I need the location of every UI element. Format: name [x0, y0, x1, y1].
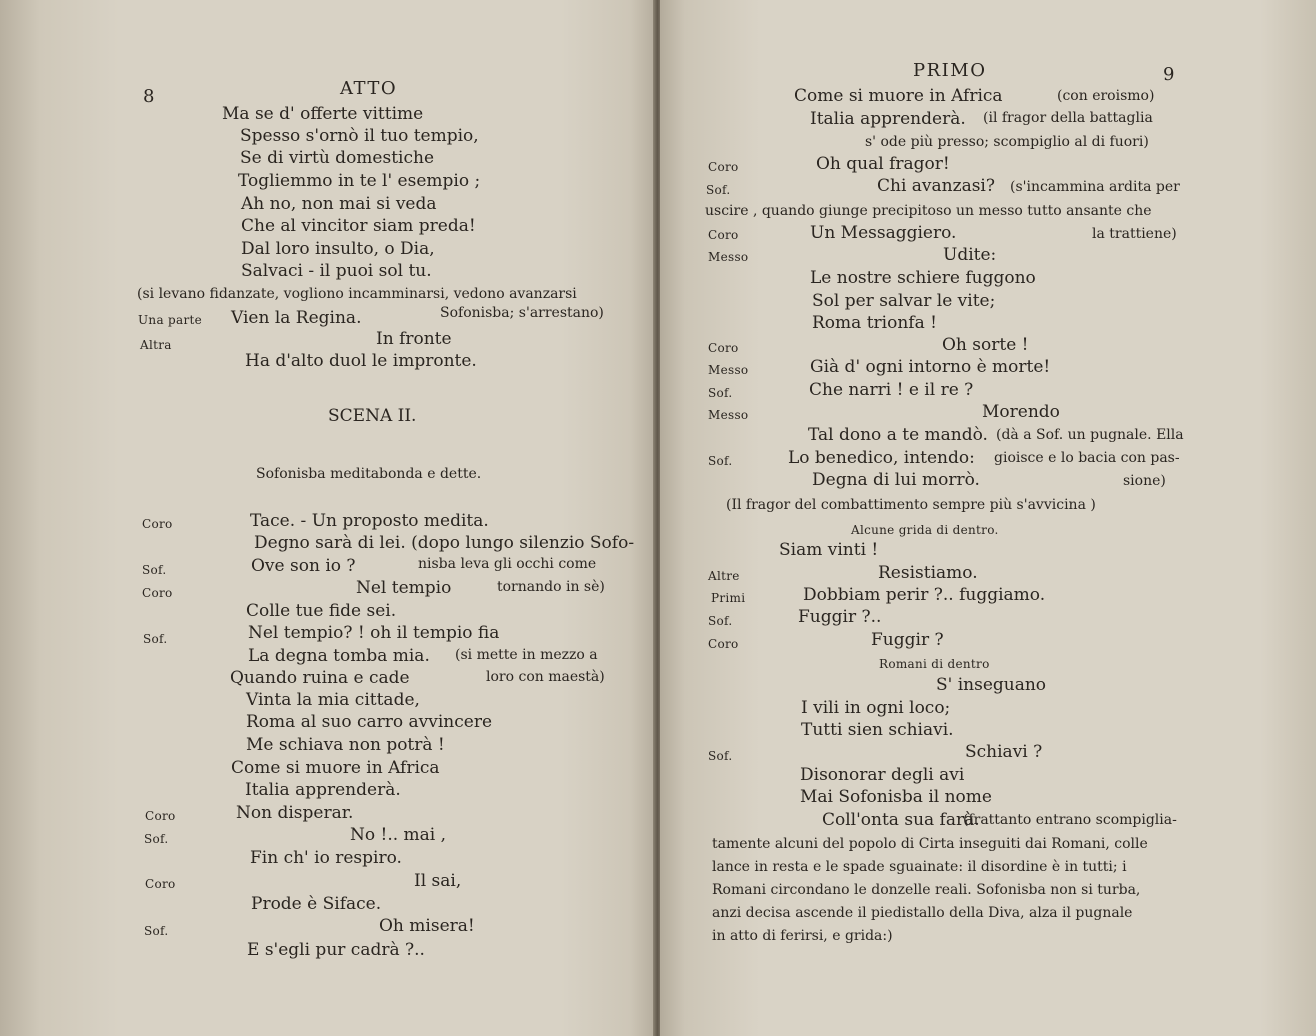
- speaker-label: Sof.: [708, 454, 733, 468]
- speaker-label: Primi: [711, 591, 746, 605]
- verse-line: Chi avanzasi?: [877, 176, 995, 196]
- stage-direction: Sofonisba; s'arrestano): [440, 305, 604, 321]
- verse-line: Già d' ogni intorno è morte!: [810, 357, 1051, 377]
- stage-direction: (il fragor della battaglia: [983, 110, 1153, 126]
- speaker-label: Coro: [142, 586, 173, 600]
- speaker-label: Sof.: [144, 832, 169, 846]
- page-number: 8: [143, 86, 155, 107]
- verse-line: Oh qual fragor!: [816, 154, 950, 174]
- verse-line: Morendo: [982, 402, 1060, 422]
- verse-line: Oh misera!: [379, 916, 475, 936]
- verse-line: Salvaci - il puoi sol tu.: [241, 261, 432, 281]
- verse-line: Roma trionfa !: [812, 313, 937, 333]
- stage-direction: la trattiene): [1092, 226, 1177, 242]
- speaker-label: Sof.: [143, 632, 168, 646]
- verse-line: Che al vincitor siam preda!: [241, 216, 476, 236]
- speaker-label: Una parte: [138, 313, 203, 327]
- left-page: [0, 0, 655, 1036]
- verse-line: I vili in ogni loco;: [801, 698, 951, 718]
- verse-line: E s'egli pur cadrà ?..: [247, 940, 425, 960]
- stage-direction: Alcune grida di dentro.: [851, 523, 999, 537]
- verse-line: Tutti sien schiavi.: [801, 720, 954, 740]
- stage-direction: gioisce e lo bacia con pas-: [994, 450, 1180, 466]
- stage-direction: (si mette in mezzo a: [455, 647, 598, 663]
- speaker-label: Sof.: [708, 614, 733, 628]
- verse-line: Vinta la mia cittade,: [246, 690, 420, 710]
- verse-line: Non disperar.: [236, 803, 354, 823]
- verse-line: Fuggir ?..: [798, 607, 882, 627]
- speaker-label: Altra: [140, 338, 172, 352]
- stage-direction: (Il fragor del combattimento sempre più s'avvicina ): [726, 497, 1096, 513]
- speaker-label: Coro: [708, 228, 739, 242]
- speaker-label: Messo: [708, 363, 749, 377]
- stage-direction: anzi decisa ascende il piedistallo della Diva, alza il pugnale: [712, 905, 1133, 921]
- verse-line: Che narri ! e il re ?: [809, 380, 974, 400]
- verse-line: Nel tempio: [356, 578, 452, 598]
- stage-direction: loro con maestà): [486, 669, 605, 685]
- speaker-label: Sof.: [708, 749, 733, 763]
- verse-line: Colle tue fide sei.: [246, 601, 397, 621]
- verse-line: Schiavi ?: [965, 742, 1043, 762]
- verse-line: Fin ch' io respiro.: [250, 848, 402, 868]
- verse-line: Quando ruina e cade: [230, 668, 410, 688]
- verse-line: Ah no, non mai si veda: [241, 194, 437, 214]
- verse-line: Ha d'alto duol le impronte.: [245, 351, 477, 371]
- verse-line: Il sai,: [414, 871, 462, 891]
- verse-line: S' inseguano: [936, 675, 1047, 695]
- verse-line: Dobbiam perir ?.. fuggiamo.: [803, 585, 1046, 605]
- speaker-label: Messo: [708, 250, 749, 264]
- verse-line: Italia apprenderà.: [810, 109, 966, 129]
- speaker-label: Altre: [708, 569, 740, 583]
- verse-line: Come si muore in Africa: [231, 758, 440, 778]
- verse-line: Come si muore in Africa: [794, 86, 1003, 106]
- verse-line: La degna tomba mia.: [248, 646, 430, 666]
- verse-line: In fronte: [376, 329, 452, 349]
- stage-direction: nisba leva gli occhi come: [418, 556, 597, 572]
- verse-line: Me schiava non potrà !: [246, 735, 445, 755]
- verse-line: Nel tempio? ! oh il tempio fia: [248, 623, 500, 643]
- stage-direction: (s'incammina ardita per: [1010, 179, 1180, 195]
- verse-line: Se di virtù domestiche: [240, 148, 435, 168]
- stage-direction: Sofonisba meditabonda e dette.: [256, 466, 482, 482]
- stage-direction: (si levano fidanzate, vogliono incamminarsi, vedono avanzarsi: [137, 286, 577, 302]
- page-number: 9: [1163, 64, 1175, 85]
- verse-line: Degna di lui morrò.: [812, 470, 980, 490]
- speaker-label: Messo: [708, 408, 749, 422]
- speaker-label: Sof.: [706, 183, 731, 197]
- stage-direction: s' ode più presso; scompiglio al di fuori): [865, 134, 1149, 150]
- speaker-label: Coro: [708, 160, 739, 174]
- verse-line: Togliemmo in te l' esempio ;: [238, 171, 481, 191]
- verse-line: Roma al suo carro avvincere: [246, 712, 493, 732]
- verse-line: Sol per salvar le vite;: [812, 291, 996, 311]
- verse-line: Degno sarà di lei. (dopo lungo silenzio Sofo-: [254, 533, 635, 553]
- right-page: [660, 0, 1316, 1036]
- verse-line: Dal loro insulto, o Dia,: [241, 239, 435, 259]
- speaker-label: Coro: [708, 341, 739, 355]
- speaker-label: Coro: [708, 637, 739, 651]
- verse-line: Un Messaggiero.: [810, 223, 957, 243]
- verse-line: Tal dono a te mandò.: [808, 425, 988, 445]
- verse-line: Ove son io ?: [251, 556, 356, 576]
- stage-direction: tamente alcuni del popolo di Cirta inseguiti dai Romani, colle: [712, 836, 1148, 852]
- verse-line: Disonorar degli avi: [800, 765, 965, 785]
- stage-direction: in atto di ferirsi, e grida:): [712, 928, 893, 944]
- stage-direction: uscire , quando giunge precipitoso un messo tutto ansante che: [705, 203, 1152, 219]
- speaker-label: Sof.: [142, 563, 167, 577]
- verse-line: Italia apprenderà.: [245, 780, 401, 800]
- verse-line: Le nostre schiere fuggono: [810, 268, 1036, 288]
- stage-direction: lance in resta e le spade sguainate: il disordine è in tutti; i: [712, 859, 1127, 875]
- verse-line: Lo benedico, intendo:: [788, 448, 975, 468]
- verse-line: Spesso s'ornò il tuo tempio,: [240, 126, 479, 146]
- running-header: ATTO: [340, 78, 398, 99]
- verse-line: Coll'onta sua farà.: [822, 810, 980, 830]
- verse-line: Vien la Regina.: [231, 308, 362, 328]
- speaker-label: Sof.: [708, 386, 733, 400]
- verse-line: Oh sorte !: [942, 335, 1029, 355]
- scene-heading: SCENA II.: [328, 406, 417, 426]
- verse-line: Fuggir ?: [871, 630, 944, 650]
- verse-line: Resistiamo.: [878, 563, 978, 583]
- stage-direction: (dà a Sof. un pugnale. Ella: [996, 427, 1184, 443]
- verse-line: No !.. mai ,: [350, 825, 447, 845]
- speaker-label: Coro: [145, 877, 176, 891]
- verse-line: Ma se d' offerte vittime: [222, 104, 424, 124]
- verse-line: Prode è Siface.: [251, 894, 382, 914]
- stage-direction: Romani di dentro: [879, 657, 990, 671]
- verse-line: Tace. - Un proposto medita.: [250, 511, 489, 531]
- verse-line: Udite:: [943, 245, 997, 265]
- speaker-label: Coro: [142, 517, 173, 531]
- running-header: PRIMO: [913, 60, 987, 81]
- stage-direction: (con eroismo): [1057, 88, 1155, 104]
- stage-direction: tornando in sè): [497, 579, 605, 595]
- stage-direction: sione): [1123, 473, 1166, 489]
- stage-direction: Romani circondano le donzelle reali. Sofonisba non si turba,: [712, 882, 1141, 898]
- stage-direction: (frattanto entrano scompiglia-: [963, 812, 1177, 828]
- speaker-label: Coro: [145, 809, 176, 823]
- speaker-label: Sof.: [144, 924, 169, 938]
- verse-line: Mai Sofonisba il nome: [800, 787, 992, 807]
- verse-line: Siam vinti !: [779, 540, 879, 560]
